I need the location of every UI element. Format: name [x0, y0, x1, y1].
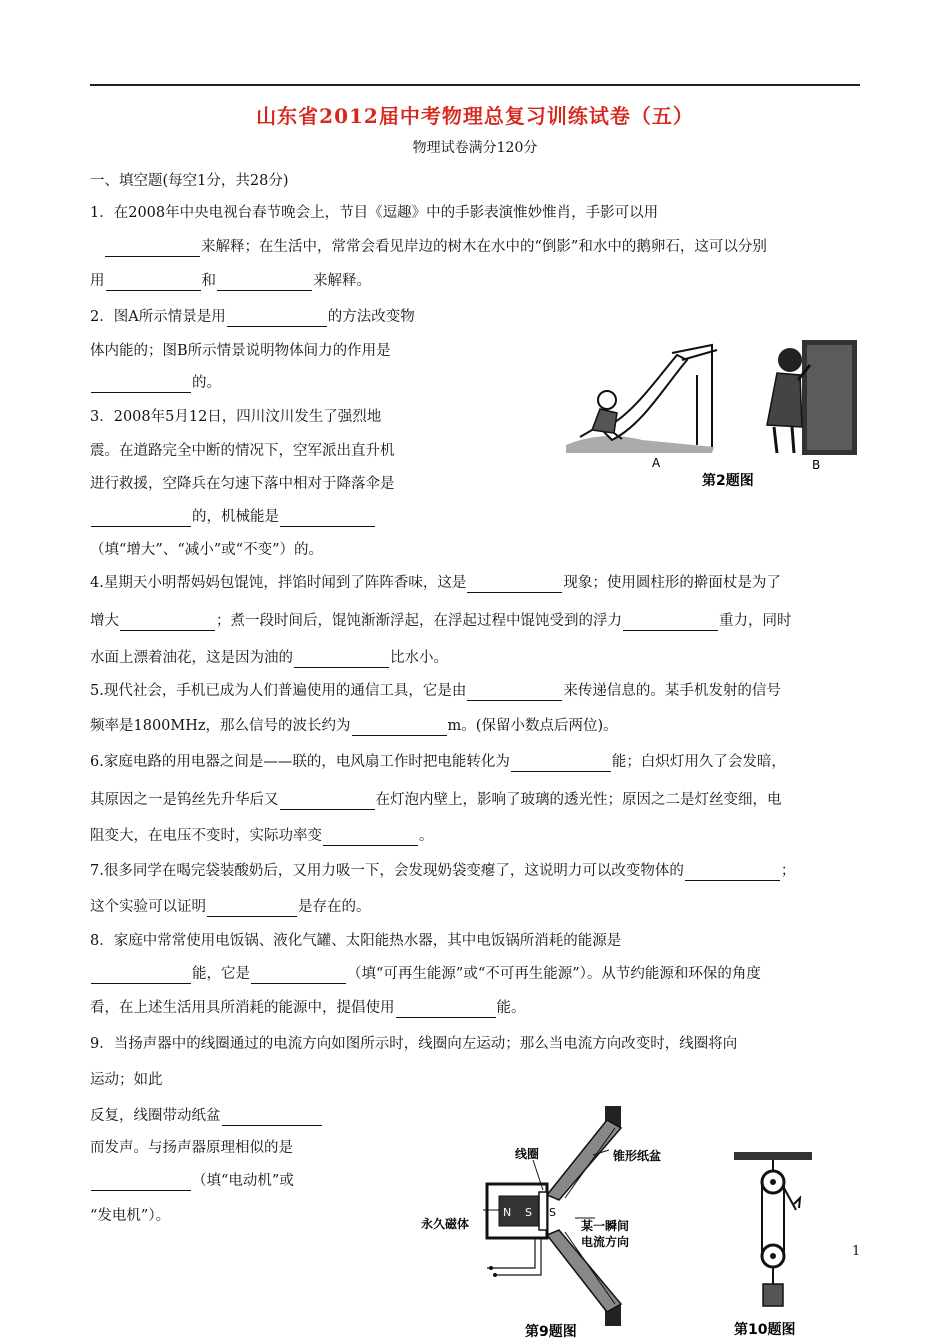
- label-cone: 锥形纸盆: [613, 1149, 662, 1163]
- answer-blank[interactable]: [280, 510, 375, 527]
- answer-blank[interactable]: [91, 967, 191, 984]
- q9-line1: 9．当扬声器中的线圈通过的电流方向如图所示时，线圈向左运动；那么当电流方向改变时，线圈将向: [90, 1036, 738, 1052]
- answer-blank[interactable]: [467, 576, 562, 593]
- q6-line2: 其原因之一是钨丝先升华后又 在灯泡内壁上，影响了玻璃的透光性；原因之二是灯丝变细，电: [90, 792, 782, 808]
- answer-blank[interactable]: [396, 1001, 496, 1018]
- answer-blank[interactable]: [91, 510, 191, 527]
- answer-blank[interactable]: [294, 651, 389, 668]
- label-coil: 线圈: [515, 1147, 540, 1161]
- page-title: 山东省2012届中考物理总复习训练试卷（五）: [256, 104, 694, 128]
- q1-line3: 用 和 来解释。: [90, 273, 371, 289]
- answer-blank[interactable]: [91, 376, 191, 393]
- answer-blank[interactable]: [227, 310, 327, 327]
- q9-line6: “发电机”）。: [90, 1208, 171, 1224]
- q5-line1: 5.现代社会，手机已成为人们普遍使用的通信工具，它是由 来传递信息的。某手机发射的信号: [90, 683, 781, 699]
- answer-blank[interactable]: [105, 240, 200, 257]
- q8-line2: 能，它是 （填“可再生能源”或“不可再生能源”）。从节约能源和环保的角度: [90, 964, 761, 984]
- figure-2-slide-and-wall: [562, 335, 862, 495]
- answer-blank[interactable]: [106, 274, 201, 291]
- slide-illustration: [564, 345, 717, 453]
- q2-line3: 的。: [90, 373, 221, 393]
- q2-line2: 体内能的；图B所示情景说明物体间力的作用是: [90, 343, 391, 359]
- q7-line2: 这个实验可以证明 是存在的。: [90, 899, 371, 915]
- q9-line4: 而发声。与扬声器原理相似的是: [90, 1140, 293, 1156]
- answer-blank[interactable]: [352, 719, 447, 736]
- answer-blank[interactable]: [685, 864, 780, 881]
- fig2-caption: 第2题图: [702, 473, 754, 489]
- q1-line2: 来解释；在生活中，常常会看见岸边的树木在水中的“倒影”和水中的鹅卵石，这可以分别: [104, 237, 767, 257]
- q7-line1: 7.很多同学在喝完袋装酸奶后，又用力吸一下，会发现奶袋变瘪了，这说明力可以改变物体的 ；: [90, 863, 796, 879]
- fig2-label-a: A: [652, 456, 661, 470]
- answer-blank[interactable]: [467, 684, 562, 701]
- answer-blank[interactable]: [280, 793, 375, 810]
- ceiling: [734, 1152, 812, 1160]
- answer-blank[interactable]: [323, 829, 418, 846]
- q9-line3: 反复，线圈带动纸盆: [90, 1106, 323, 1126]
- coil: [539, 1192, 547, 1230]
- answer-blank[interactable]: [222, 1109, 322, 1126]
- q3-line4: 的，机械能是: [90, 507, 376, 527]
- wall-illustration: [767, 340, 857, 455]
- q4-line1: 4.星期天小明帮妈妈包馄饨，拌馅时闻到了阵阵香味，这是 现象；使用圆柱形的擀面杖是为了: [90, 575, 781, 591]
- label-current-2: 电流方向: [581, 1235, 630, 1249]
- answer-blank[interactable]: [91, 1174, 191, 1191]
- header-rule: [90, 84, 860, 86]
- q1-line1: 1．在2008年中央电视台春节晚会上，节目《逗趣》中的手影表演惟妙惟肖，手影可以用: [90, 205, 659, 221]
- q3-line2: 震。在道路完全中断的情况下，空军派出直升机: [90, 443, 395, 459]
- q3-line3: 进行救援，空降兵在匀速下落中相对于降落伞是: [90, 476, 395, 492]
- q5-line2: 频率是1800MHz，那么信号的波长约为 m。(保留小数点后两位)。: [90, 718, 618, 734]
- svg-text:S: S: [549, 1206, 556, 1219]
- q2-line1: 2．图A所示情景是用 的方法改变物: [90, 309, 415, 325]
- label-current-1: 某一瞬间: [581, 1219, 630, 1233]
- answer-blank[interactable]: [207, 900, 297, 917]
- q6-line3: 阻变大，在电压不变时，实际功率变 。: [90, 828, 434, 844]
- answer-blank[interactable]: [251, 967, 346, 984]
- figure-9-loudspeaker: [415, 1100, 675, 1344]
- fig9-caption: 第9题图: [525, 1324, 577, 1340]
- answer-blank[interactable]: [217, 274, 312, 291]
- page-subtitle: 物理试卷满分120分: [412, 140, 538, 156]
- q3-line5: （填“增大”、“减小”或“不变”）的。: [90, 542, 323, 558]
- q4-line3: 水面上漂着油花，这是因为油的 比水小。: [90, 650, 448, 666]
- page-number: 1: [852, 1244, 861, 1259]
- q8-line3: 看，在上述生活用具所消耗的能源中，提倡使用 能。: [90, 1000, 526, 1016]
- figure-10-pulley: [728, 1148, 838, 1344]
- q9-line5: （填“电动机”或: [90, 1171, 294, 1191]
- q8-line1: 8．家庭中常常使用电饭锅、液化气罐、太阳能热水器，其中电饭锅所消耗的能源是: [90, 933, 622, 949]
- q3-line1: 3．2008年5月12日，四川汶川发生了强烈地: [90, 409, 382, 425]
- section-heading: 一、填空题(每空1分，共28分): [90, 173, 289, 189]
- svg-text:S: S: [525, 1206, 532, 1219]
- svg-text:N: N: [503, 1206, 512, 1219]
- q6-line1: 6.家庭电路的用电器之间是——联的，电风扇工作时把电能转化为 能；白炽灯用久了会发暗，: [90, 754, 786, 770]
- q9-line2: 运动；如此: [90, 1072, 163, 1088]
- answer-blank[interactable]: [511, 755, 611, 772]
- fig2-label-b: B: [812, 458, 821, 472]
- fig10-caption: 第10题图: [734, 1322, 796, 1338]
- answer-blank[interactable]: [120, 614, 215, 631]
- answer-blank[interactable]: [623, 614, 718, 631]
- load-weight: [763, 1284, 783, 1306]
- q4-line2: 增大 ；煮一段时间后，馄饨渐渐浮起，在浮起过程中馄饨受到的浮力 重力，同时: [90, 613, 792, 629]
- label-magnet: 永久磁体: [421, 1217, 470, 1231]
